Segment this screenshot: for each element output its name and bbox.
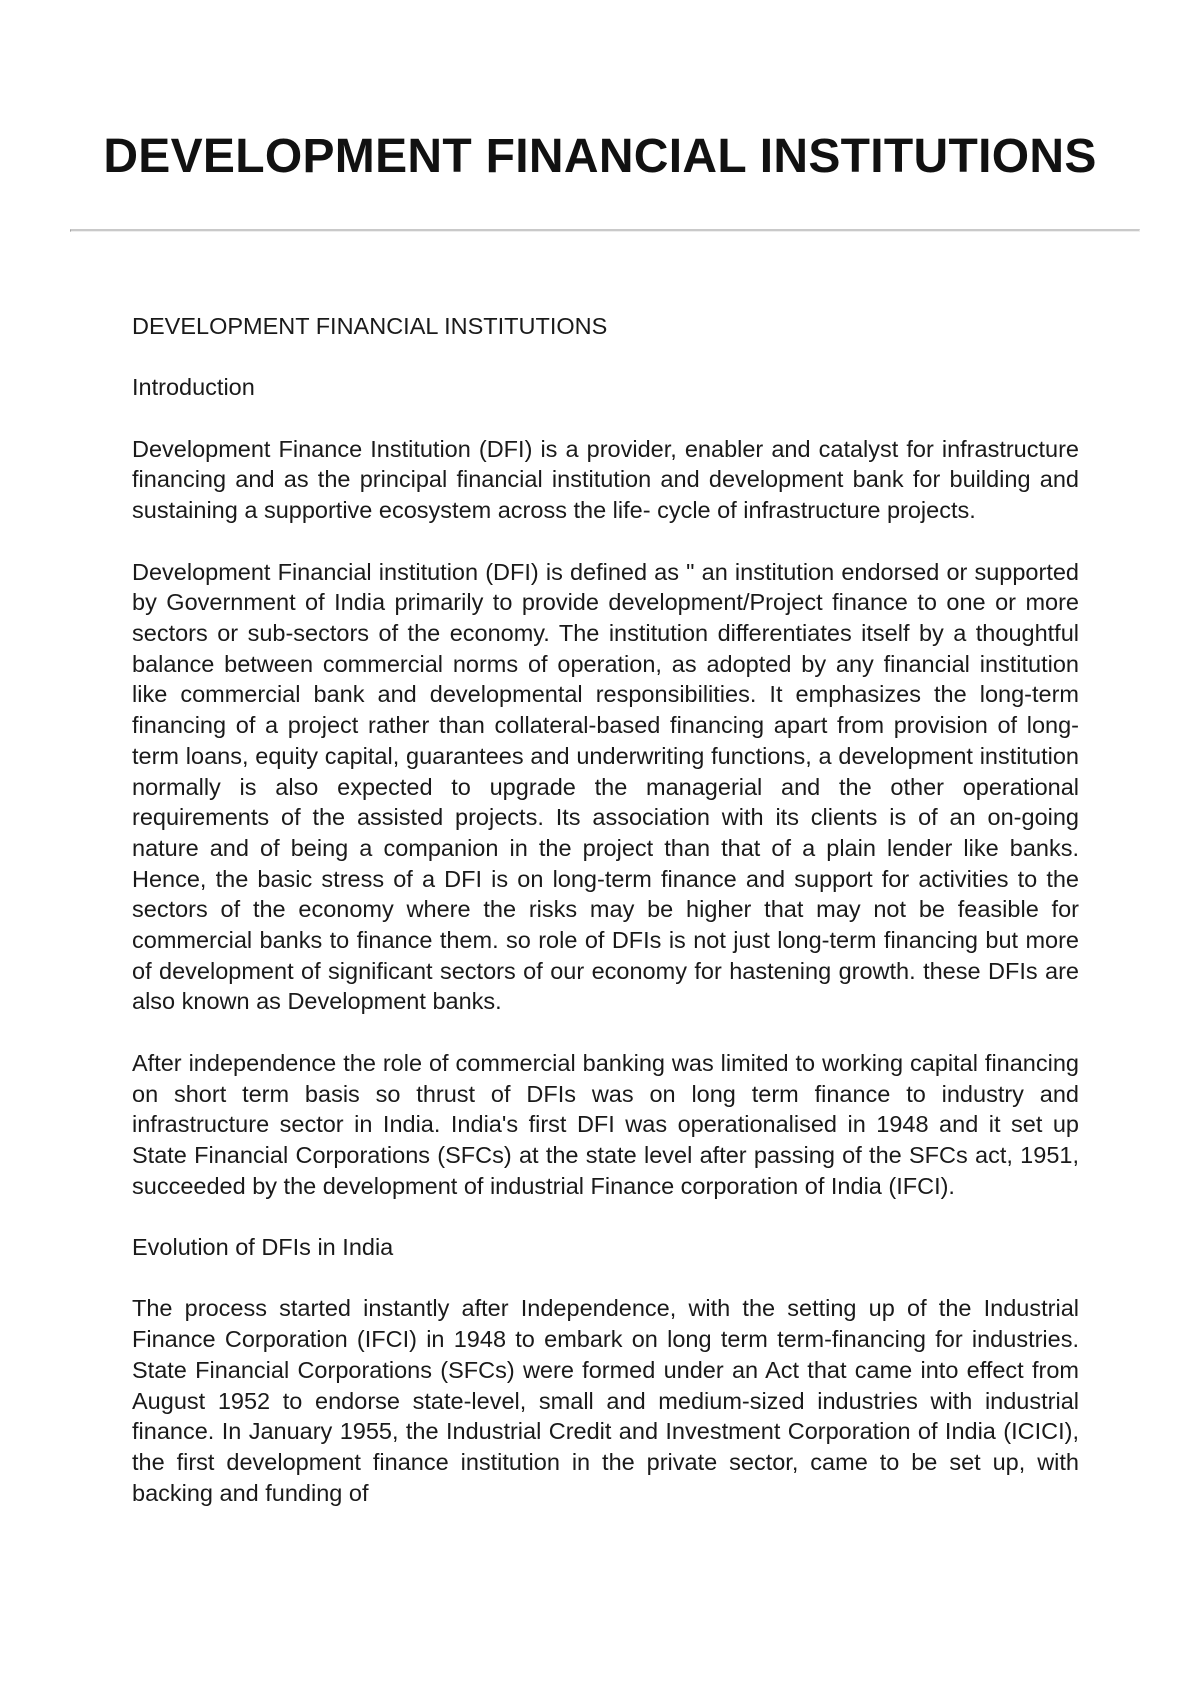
paragraph-evolution: The process started instantly after Independence, with the setting up of the Industrial Finance Corporation (IFCI) in 1948 to embark on long term term-financing for industries. State Financial Corporations (SFCs) were formed under an Act that came into effect from August 1952 to endorse state-level, small and medium-sized industries with industrial finance. In January 1955, the Industrial Credit and Investment Corporation of India (ICICI), the first development finance institution in the private sector, came to be set up, with backing and funding of bbox=[132, 1295, 1079, 1506]
paragraph-dfi-definition-long: Development Financial institution (DFI) is defined as " an institution endorsed or supported by Government of India primarily to provide development/Project finance to one or more sectors or sub-sectors of the economy. The institution differentiates itself by a thoughtful balance between commercial norms of operation, as adopted by any financial institution like commercial bank and developmental responsibilities. It emphasizes the long-term financing of a project rather than collateral-based financing apart from provision of long-term loans, equity capital, guarantees and underwriting functions, a development institution normally is also expected to upgrade the managerial and the other operational requirements of the assisted projects. Its association with its clients is of an on-going nature and of being a companion in the project than that of a plain lender like banks. Hence, the basic stress of a DFI is on long-term finance and support for activities to the sectors of the economy where the risks may be higher that may not be feasible for commercial banks to finance them. so role of DFIs is not just long-term financing but more of development of significant sectors of our economy for hastening growth. these DFIs are also known as Development banks. bbox=[132, 558, 1079, 1015]
document-title: DEVELOPMENT FINANCIAL INSTITUTIONS bbox=[103, 130, 1097, 183]
document-body bbox=[132, 311, 1079, 1508]
paragraph-dfi-definition-short: Development Finance Institution (DFI) is a provider, enabler and catalyst for infrastructure financing and as the principal financial institution and development bank for building and sustaining a supportive ecosystem across the life- cycle of infrastructure projects. bbox=[132, 435, 1079, 524]
evolution-heading: Evolution of DFIs in India bbox=[132, 1234, 394, 1261]
body-heading: DEVELOPMENT FINANCIAL INSTITUTIONS bbox=[132, 313, 608, 339]
introduction-heading: Introduction bbox=[132, 374, 255, 401]
paragraph-after-independence: After independence the role of commercial banking was limited to working capital financing on short term basis so thrust of DFIs was on long term finance to industry and infrastructure sector in India. India's first DFI was operationalised in 1948 and it set up State Financial Corporations (SFCs) at the state level after passing of the SFCs act, 1951, succeeded by the development of industrial Finance corporation of India (IFCI). bbox=[132, 1049, 1079, 1199]
title-divider bbox=[70, 229, 1140, 232]
